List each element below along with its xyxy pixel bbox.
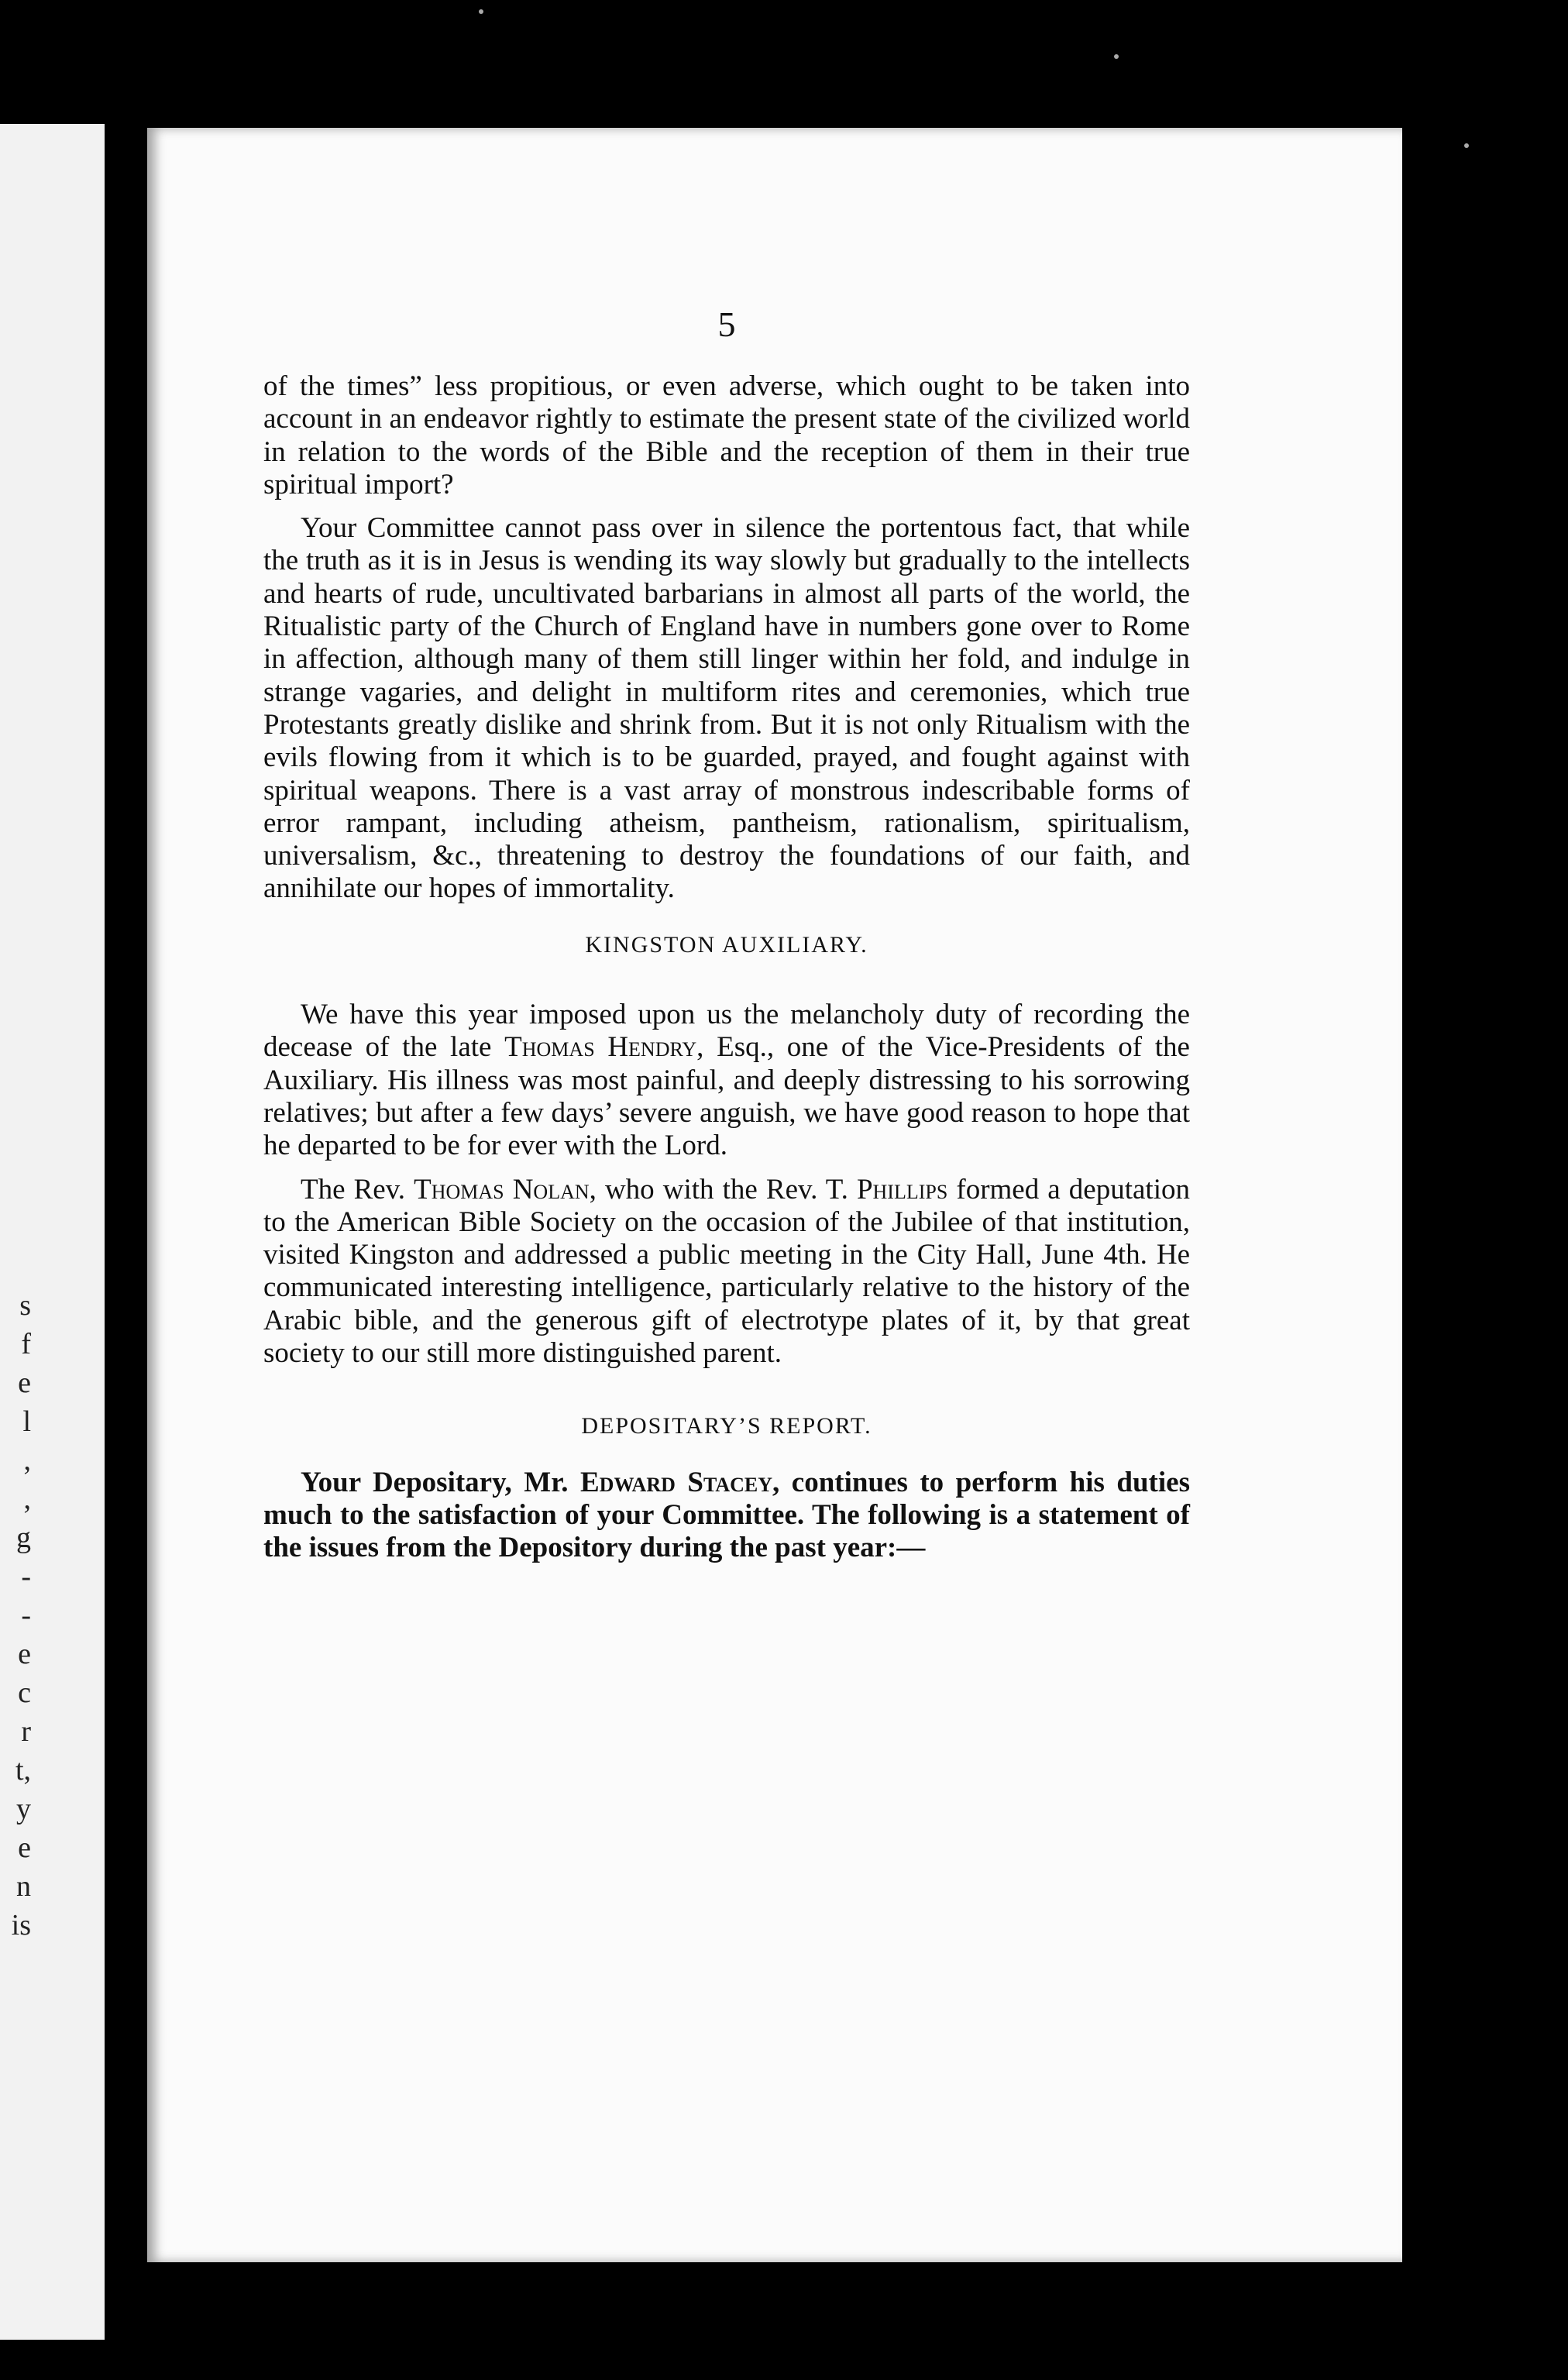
adjacent-page-glyph: - xyxy=(21,1560,31,1593)
adjacent-page-glyph: , xyxy=(23,1483,31,1515)
adjacent-page-glyph: - xyxy=(21,1599,31,1632)
adjacent-page-glyph: l xyxy=(22,1405,31,1438)
paragraph-committee: Your Committee cannot pass over in silence the portentous fact, that while the truth as it is in Jesus is wending its way slowly but gradually to the intellects and hearts of rude, uncultivated barbarians in almost all parts of the world, the Ritualistic party of the Church of England have in numbers gone over to Rome in affection, although many of them still linger within her fold, and indulge in strange vagaries, and delight in multiform rites and ceremonies, which true Protestants greatly dislike and shrink from. But it is not only Ritualism with the evils flowing from it which is to be guarded, prayed, and fought against with spiritual weapons. There is a vast array of monstrous indescribable forms of error rampant, including atheism, pantheism, rationalism, spiritualism, universalism, &c., threatening to destroy the foundations of our faith, and annihilate our hopes of immortality. xyxy=(263,512,1190,905)
section-heading-kingston-auxiliary: KINGSTON AUXILIARY. xyxy=(585,931,868,958)
adjacent-page-glyph: r xyxy=(21,1715,31,1748)
adjacent-page-glyph: e xyxy=(18,1367,31,1399)
scan-speck xyxy=(1114,54,1119,59)
paragraph-continued: of the times” less propitious, or even adverse, which ought to be taken into account in an endeavor rightly to estimate the present state of the civilized world in relation to the words of the Bible and the reception of them in their true spiritual import? xyxy=(263,370,1190,500)
paragraph-nolan: The Rev. Thomas Nolan, who with the Rev. T. Phillips formed a deputation to the American Bible Society on the occasion of the Jubilee of that institution, visited Kingston and addressed a public meeting in the City Hall, June 4th. He communicated interesting intelligence, particularly relative to the history of the Arabic bible, and the generous gift of electrotype plates of it, by that great society to our still more distinguished parent. xyxy=(263,1173,1190,1370)
adjacent-page-glyph: , xyxy=(23,1444,31,1477)
adjacent-page-glyph: e xyxy=(18,1638,31,1670)
paragraph-hendry: We have this year imposed upon us the melancholy duty of recording the decease of the late Thomas Hendry, Esq., one of the Vice-Presidents of the Auxiliary. His illness was most painful, and deeply distressing to his sorrowing relatives; but after a few days’ severe anguish, we have good reason to hope that he departed to be for ever with the Lord. xyxy=(263,999,1190,1162)
person-name: Thomas Nolan xyxy=(414,1173,590,1205)
adjacent-page-glyph: g xyxy=(16,1522,31,1554)
adjacent-page-glyph: s xyxy=(19,1289,31,1322)
adjacent-page-edge xyxy=(0,124,105,2340)
adjacent-page-glyph: t, xyxy=(15,1754,31,1787)
adjacent-page-text-fragments xyxy=(0,1286,31,1945)
page-number: 5 xyxy=(717,304,736,344)
page-body xyxy=(263,370,1190,1576)
scan-speck xyxy=(479,9,483,14)
person-name: Edward Stacey xyxy=(579,1466,773,1498)
adjacent-page-glyph: c xyxy=(18,1677,31,1709)
adjacent-page-glyph: y xyxy=(16,1793,31,1825)
adjacent-page-glyph: f xyxy=(21,1328,31,1360)
adjacent-page-glyph: n xyxy=(16,1870,31,1903)
adjacent-page-glyph: is xyxy=(11,1909,31,1941)
person-name: Thomas Hendry xyxy=(504,1031,697,1064)
person-name: Phillips xyxy=(856,1173,948,1205)
scan-speck xyxy=(1464,143,1469,148)
section-heading-depositary-report: DEPOSITARY’S REPORT. xyxy=(581,1413,872,1439)
adjacent-page-glyph: e xyxy=(18,1831,31,1864)
paragraph-depositary: Your Depositary, Mr. Edward Stacey, continues to perform his duties much to the satisfaction of your Committee. The following is a statement of the issues from the Depository during the past year:— xyxy=(263,1466,1190,1564)
